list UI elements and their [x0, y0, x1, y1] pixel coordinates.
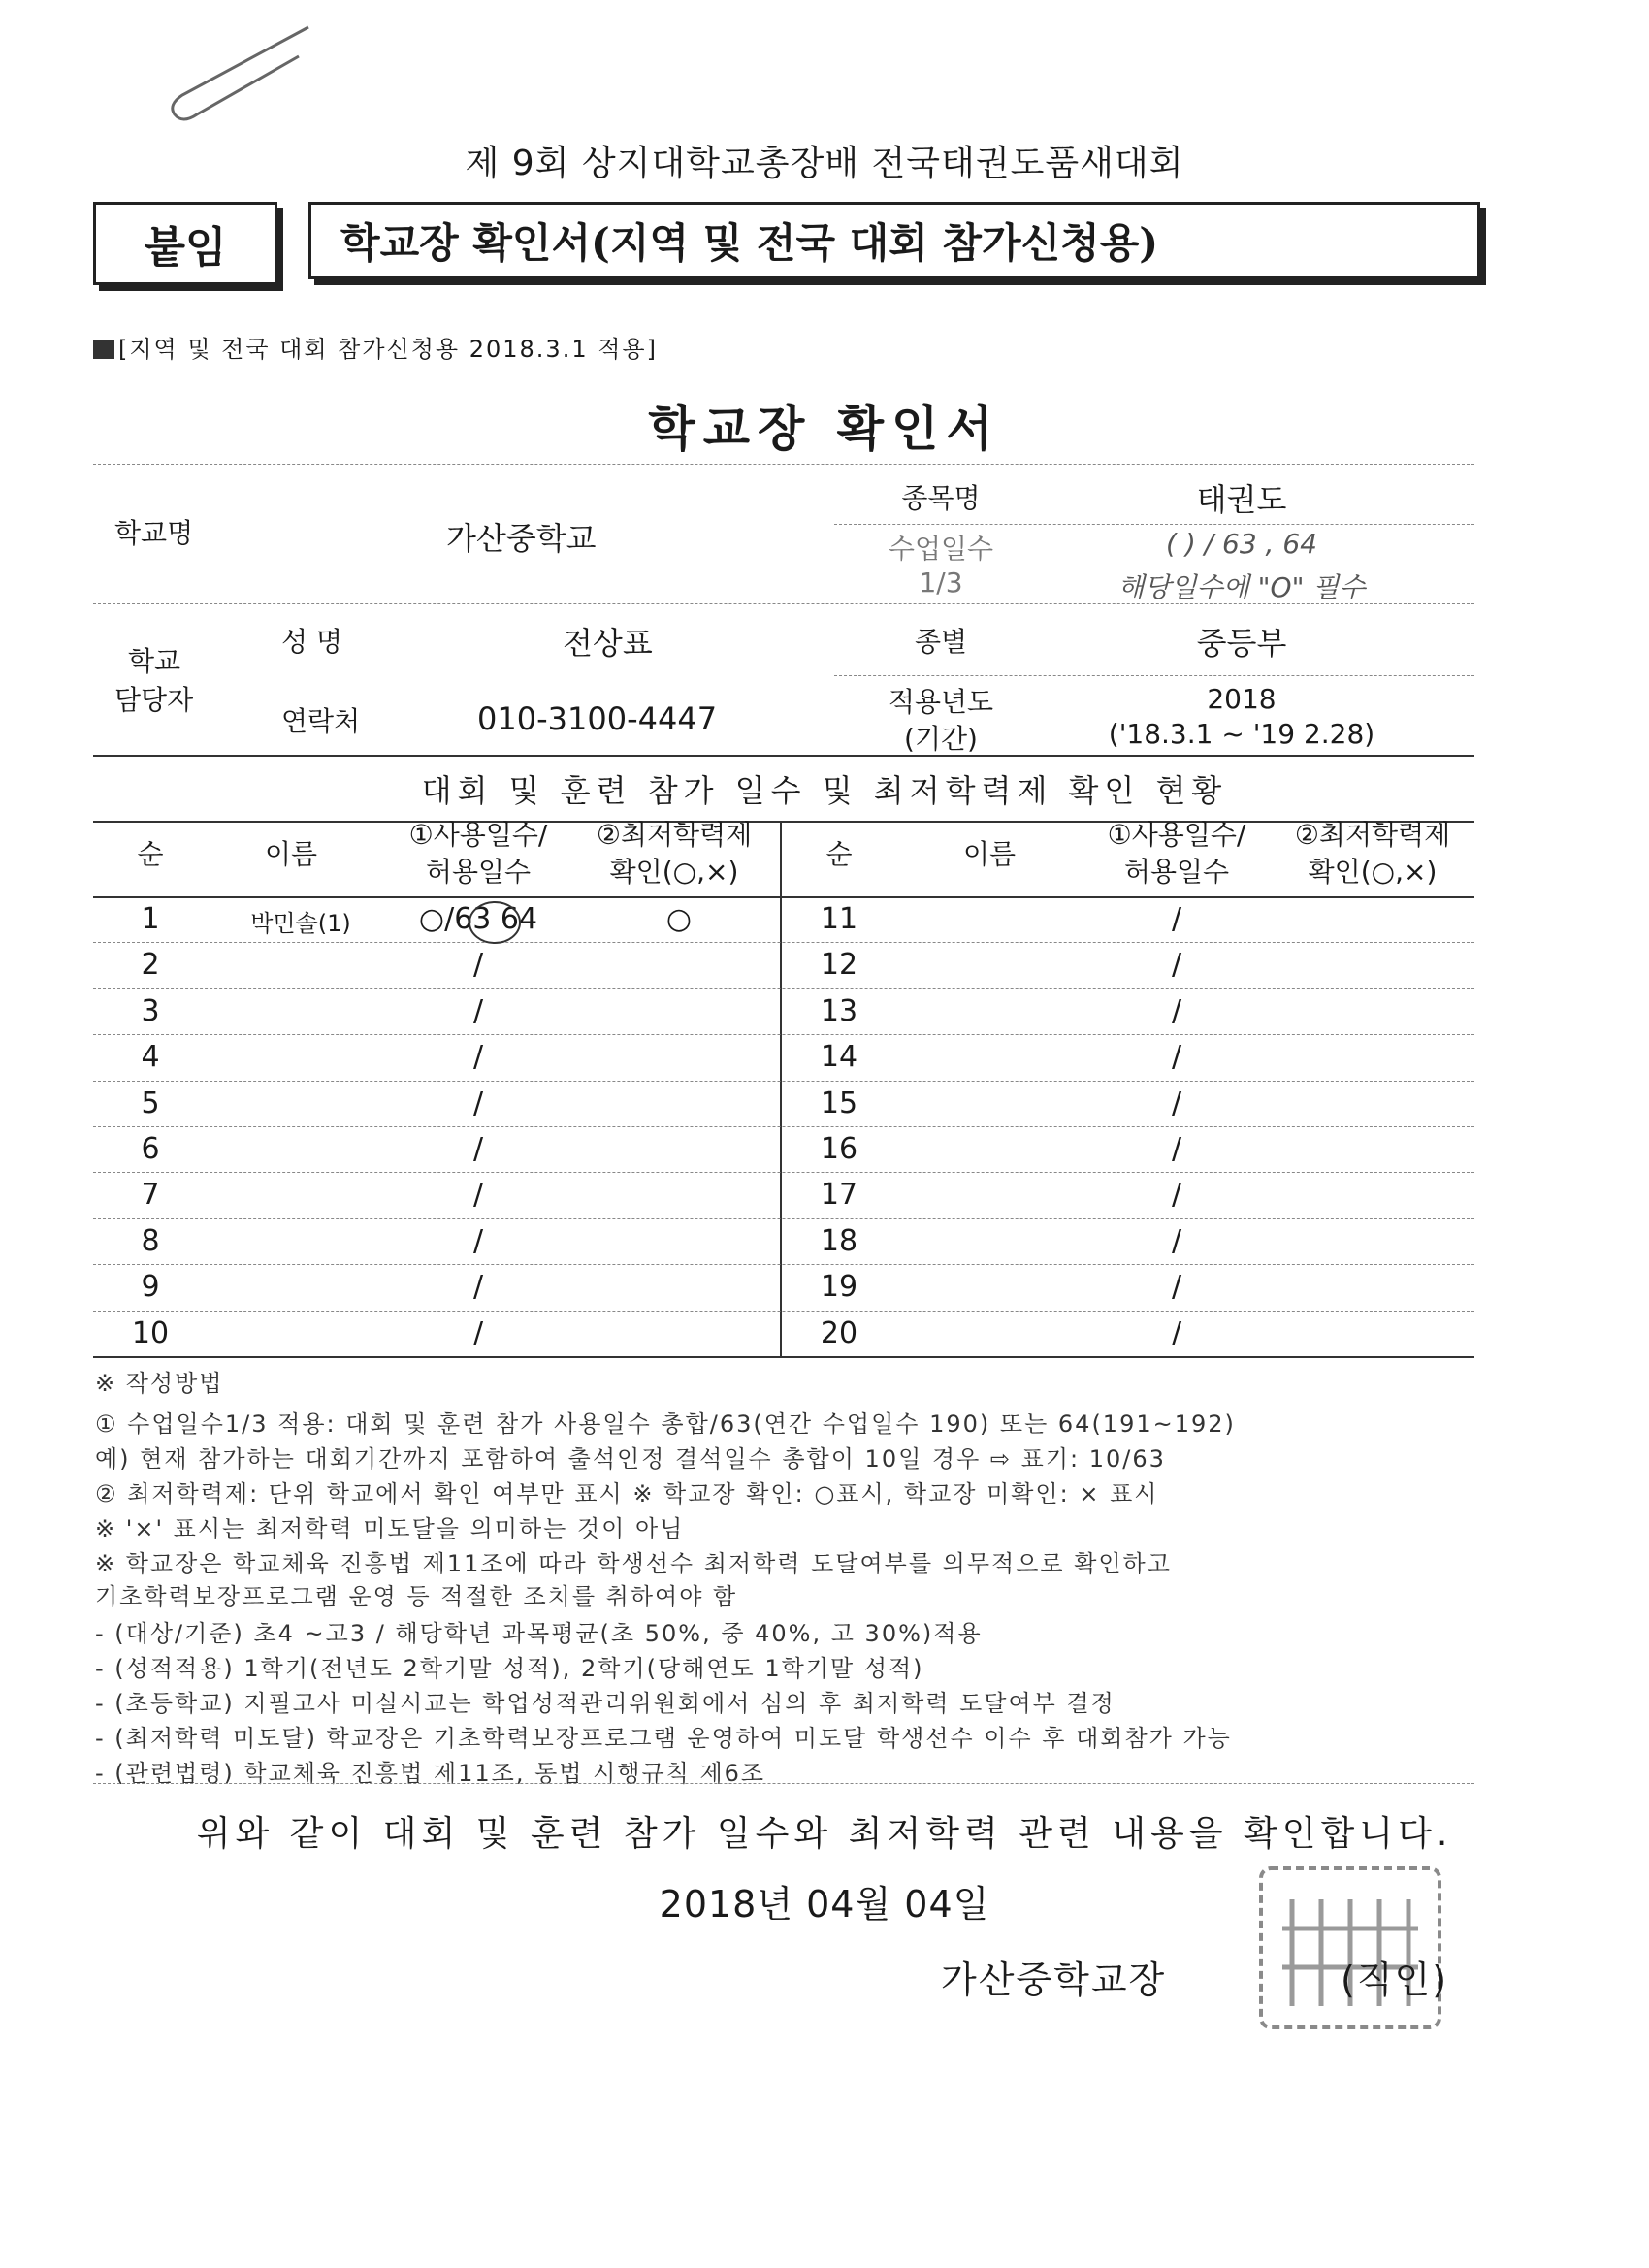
divider [93, 896, 1474, 898]
year-label: 적용년도 [888, 686, 994, 718]
table-cell-seq: 19 [820, 1270, 858, 1305]
instruction-line: - (최저학력 미도달) 학교장은 기초학력보장프로그램 운영하여 미도달 학생선수 이수 후 대회참가 가능 [95, 1725, 1232, 1752]
instruction-line: 예) 현재 참가하는 대회기간까지 포함하여 출석인정 결석일수 총합이 10일 경우 ⇨ 표기: 10/63 [95, 1445, 1166, 1473]
table-cell-seq: 17 [820, 1178, 858, 1213]
instruction-line: ② 최저학력제: 단위 학교에서 확인 여부만 표시 ※ 학교장 확인: ○표시, 학교장 미확인: × 표시 [95, 1480, 1159, 1507]
form-note: [지역 및 전국 대회 참가신청용 2018.3.1 적용] [93, 330, 658, 364]
table-cell-days: / [472, 1085, 484, 1120]
class-days-hint: 해당일수에 "O" 필수 [1117, 571, 1366, 603]
table-row-divider [93, 1034, 1474, 1035]
table-cell-seq: 2 [141, 948, 160, 983]
instructions-heading: ※ 작성방법 [95, 1370, 224, 1397]
staff-name-value: 전상표 [563, 625, 653, 662]
signature-date: 2018년 04월 04일 [659, 1883, 990, 1926]
table-center-divider [780, 821, 782, 1356]
divider [93, 1783, 1474, 1784]
square-bullet-icon [93, 340, 114, 359]
table-row-divider [93, 1218, 1474, 1219]
school-name-label: 학교명 [114, 517, 194, 549]
class-days-label: 수업일수 [888, 533, 994, 565]
event-title: 제 9회 상지대학교총장배 전국태권도품새대회 [465, 144, 1184, 183]
document-title: 학교장 확인서 [648, 400, 1001, 457]
divider [93, 1356, 1474, 1358]
table-cell-days: / [1171, 948, 1182, 983]
contact-value: 010-3100-4447 [477, 700, 718, 737]
table-cell-days: ○/63 64 [418, 902, 538, 936]
class-days-value: ( ) / 63 , 64 [1166, 528, 1317, 560]
table-cell-seq: 16 [820, 1132, 858, 1166]
instruction-line: ※ '×' 표시는 최저학력 미도달을 의미하는 것이 아님 [95, 1515, 685, 1542]
attachment-tag: 붙임 [93, 202, 277, 285]
class-days-label-ratio: 1/3 [919, 567, 963, 599]
table-cell-seq: 14 [820, 1040, 858, 1075]
table-cell-name: 박민솔(1) [250, 910, 351, 937]
table-cell-days: / [1171, 1223, 1182, 1258]
table-cell-days: / [1171, 1315, 1182, 1350]
table-cell-seq: 20 [820, 1315, 858, 1350]
table-cell-days: / [1171, 1040, 1182, 1075]
table-cell-acad: ○ [665, 902, 693, 936]
table-row-divider [93, 942, 1474, 943]
paper-clip-icon [163, 17, 328, 124]
year-label-period: (기간) [904, 723, 978, 755]
table-cell-days: / [1171, 902, 1182, 936]
col-name-header-right: 이름 [962, 838, 1017, 870]
year-period: ('18.3.1 ~ '19 2.28) [1108, 718, 1375, 750]
table-cell-days: / [472, 993, 484, 1028]
instruction-line: - (관련법령) 학교체육 진흥법 제11조, 동법 시행규칙 제6조 [95, 1760, 766, 1787]
col-acad-header: ②최저학력제 확인(○,×) [596, 819, 753, 888]
table-cell-days: / [1171, 1270, 1182, 1305]
table-cell-days: / [472, 1223, 484, 1258]
table-cell-seq: 4 [141, 1040, 160, 1075]
table-cell-days: / [472, 1132, 484, 1166]
instruction-line: ※ 학교장은 학교체육 진흥법 제11조에 따라 학생선수 최저학력 도달여부를 의무적으로 확인하고 [95, 1550, 1172, 1577]
event-value: 태권도 [1196, 481, 1287, 518]
table-row-divider [93, 1264, 1474, 1265]
table-cell-days: / [472, 948, 484, 983]
contact-label: 연락처 [281, 705, 361, 737]
divider [93, 464, 1474, 465]
col-days-header-right: ①사용일수/ 허용일수 [1107, 819, 1246, 888]
col-seq-header: 순 [137, 838, 164, 870]
official-seal-stamp [1253, 1861, 1447, 2035]
table-cell-seq: 5 [141, 1085, 160, 1120]
col-acad-header-right: ②최저학력제 확인(○,×) [1294, 819, 1451, 888]
instruction-line: - (성적적용) 1학기(전년도 2학기말 성적), 2학기(당해연도 1학기말 성적) [95, 1655, 924, 1682]
table-cell-seq: 8 [141, 1223, 160, 1258]
table-cell-days: / [1171, 1085, 1182, 1120]
table-cell-seq: 15 [820, 1085, 858, 1120]
table-cell-days: / [1171, 1178, 1182, 1213]
table-cell-seq: 18 [820, 1223, 858, 1258]
col-name-header: 이름 [264, 838, 318, 870]
table-cell-days: / [472, 1270, 484, 1305]
staff-label: 학교 [128, 645, 181, 677]
table-cell-days: / [472, 1315, 484, 1350]
col-seq-header-right: 순 [825, 838, 853, 870]
table-cell-days: / [472, 1178, 484, 1213]
principal-signer: 가산중학교장 [941, 1959, 1167, 2001]
event-label: 종목명 [901, 482, 981, 514]
confirmation-text: 위와 같이 대회 및 훈련 참가 일수와 최저학력 관련 내용을 확인합니다. [196, 1814, 1453, 1854]
table-cell-days: / [472, 1040, 484, 1075]
instruction-line: - (초등학교) 지필고사 미실시교는 학업성적관리위원회에서 심의 후 최저학력 도달여부 결정 [95, 1690, 1116, 1717]
divider [834, 675, 1474, 676]
table-cell-seq: 10 [131, 1315, 170, 1350]
table-cell-seq: 9 [141, 1270, 160, 1305]
table-row-divider [93, 1081, 1474, 1082]
table-cell-days: / [1171, 1132, 1182, 1166]
handwritten-circle-mark [466, 898, 524, 947]
table-row-divider [93, 988, 1474, 989]
instruction-line: - (대상/기준) 초4 ~고3 / 해당학년 과목평균(초 50%, 중 40%, 고 30%)적용 [95, 1620, 983, 1647]
table-cell-seq: 3 [141, 993, 160, 1028]
division-label: 종별 [914, 626, 968, 658]
divider [93, 755, 1474, 757]
table-cell-seq: 1 [141, 902, 160, 936]
table-cell-seq: 12 [820, 948, 858, 983]
table-cell-seq: 6 [141, 1132, 160, 1166]
division-value: 중등부 [1196, 625, 1287, 662]
table-cell-seq: 13 [820, 993, 858, 1028]
table-row-divider [93, 1172, 1474, 1173]
school-name-value: 가산중학교 [446, 520, 597, 557]
seal-label: (직인) [1341, 1959, 1449, 2001]
table-cell-days: / [1171, 993, 1182, 1028]
staff-label-2: 담당자 [114, 684, 194, 716]
staff-name-label: 성 명 [281, 626, 342, 658]
divider [834, 524, 1474, 525]
instruction-line: 기초학력보장프로그램 운영 등 적절한 조치를 취하여야 함 [95, 1583, 738, 1610]
year-value: 2018 [1207, 683, 1277, 715]
table-row-divider [93, 1126, 1474, 1127]
table-cell-seq: 7 [141, 1178, 160, 1213]
table-cell-seq: 11 [820, 902, 858, 936]
col-days-header: ①사용일수/ 허용일수 [408, 819, 548, 888]
instruction-line: ① 수업일수1/3 적용: 대회 및 훈련 참가 사용일수 총합/63(연간 수업일수 190) 또는 64(191~192) [95, 1410, 1236, 1438]
table-title: 대회 및 훈련 참가 일수 및 최저학력제 확인 현황 [421, 772, 1228, 809]
table-row-divider [93, 1311, 1474, 1312]
form-title: 학교장 확인서(지역 및 전국 대회 참가신청용) [308, 202, 1480, 279]
